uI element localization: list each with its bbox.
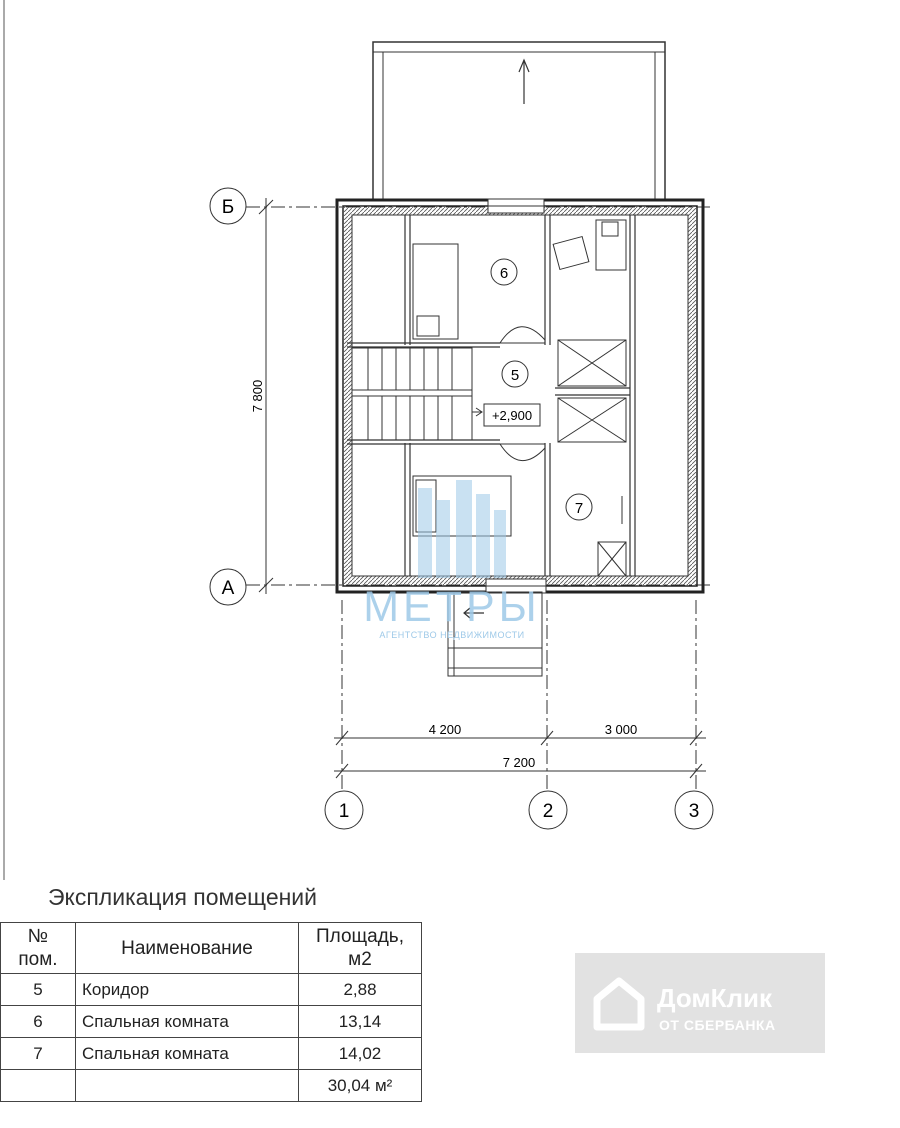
axis-marker-col-3 bbox=[675, 791, 713, 829]
metry-watermark bbox=[357, 584, 547, 640]
total-area: 30,04 м² bbox=[299, 1070, 422, 1102]
staircase bbox=[352, 348, 482, 440]
svg-text:Б: Б bbox=[221, 197, 235, 218]
row-name: Спальная комната bbox=[76, 1038, 299, 1070]
axis-marker-row-b bbox=[210, 188, 246, 224]
row-area: 13,14 bbox=[299, 1006, 422, 1038]
dim-segment-1: 4 200 bbox=[428, 722, 462, 737]
row-name bbox=[76, 1070, 299, 1102]
room-marker-5 bbox=[502, 361, 528, 387]
svg-text:2: 2 bbox=[542, 801, 554, 822]
metry-tagline: АГЕНТСТВО НЕДВИЖИМОСТИ bbox=[379, 630, 525, 640]
domklik-logo-text: ДомКлик bbox=[657, 983, 772, 1013]
metry-building-icon bbox=[418, 480, 506, 578]
explication-table bbox=[0, 922, 422, 1102]
header-name: Наименование bbox=[76, 923, 299, 974]
domklik-tagline: ОТ СБЕРБАНКА bbox=[659, 1017, 776, 1033]
metry-logo-text: МЕТРЫ bbox=[363, 583, 541, 631]
svg-text:+2,900: +2,900 bbox=[491, 408, 533, 423]
row-area: 14,02 bbox=[299, 1038, 422, 1070]
room-marker-6 bbox=[491, 259, 517, 285]
door-swings bbox=[500, 327, 545, 461]
svg-text:6: 6 bbox=[499, 265, 509, 282]
dim-vertical-label: 7 800 bbox=[250, 379, 265, 413]
desk-room-7 bbox=[598, 496, 626, 576]
svg-text:5: 5 bbox=[510, 367, 520, 384]
row-num: 5 bbox=[1, 974, 76, 1006]
row-num bbox=[1, 1070, 76, 1102]
row-name: Коридор bbox=[76, 974, 299, 1006]
svg-text:1: 1 bbox=[338, 801, 350, 822]
svg-text:А: А bbox=[221, 578, 235, 599]
table-total-row bbox=[1, 1070, 422, 1102]
axis-marker-col-1 bbox=[325, 791, 363, 829]
row-area: 2,88 bbox=[299, 974, 422, 1006]
row-num: 6 bbox=[1, 1006, 76, 1038]
svg-text:3: 3 bbox=[688, 801, 700, 822]
desk-room-6 bbox=[553, 220, 626, 270]
domklik-watermark bbox=[575, 953, 825, 1053]
wardrobes bbox=[558, 340, 626, 442]
table-row bbox=[1, 1006, 422, 1038]
dim-segment-2: 3 000 bbox=[604, 722, 638, 737]
header-num: № пом. bbox=[1, 923, 76, 974]
explication-title: Экспликация помещений bbox=[48, 884, 318, 910]
header-area: Площадь, м2 bbox=[299, 923, 422, 974]
table-header-row bbox=[1, 923, 422, 974]
table-row bbox=[1, 974, 422, 1006]
axis-marker-row-a bbox=[210, 569, 246, 605]
room-marker-7 bbox=[566, 494, 592, 520]
row-name: Спальная комната bbox=[76, 1006, 299, 1038]
level-mark bbox=[484, 404, 540, 426]
axis-marker-col-2 bbox=[529, 791, 567, 829]
house-icon bbox=[591, 975, 647, 1033]
table-row bbox=[1, 1038, 422, 1070]
balcony bbox=[373, 42, 665, 200]
row-num: 7 bbox=[1, 1038, 76, 1070]
dim-total: 7 200 bbox=[502, 755, 536, 770]
up-arrow-icon bbox=[519, 60, 529, 104]
bed-room-6 bbox=[413, 244, 458, 339]
svg-text:7: 7 bbox=[574, 500, 584, 517]
